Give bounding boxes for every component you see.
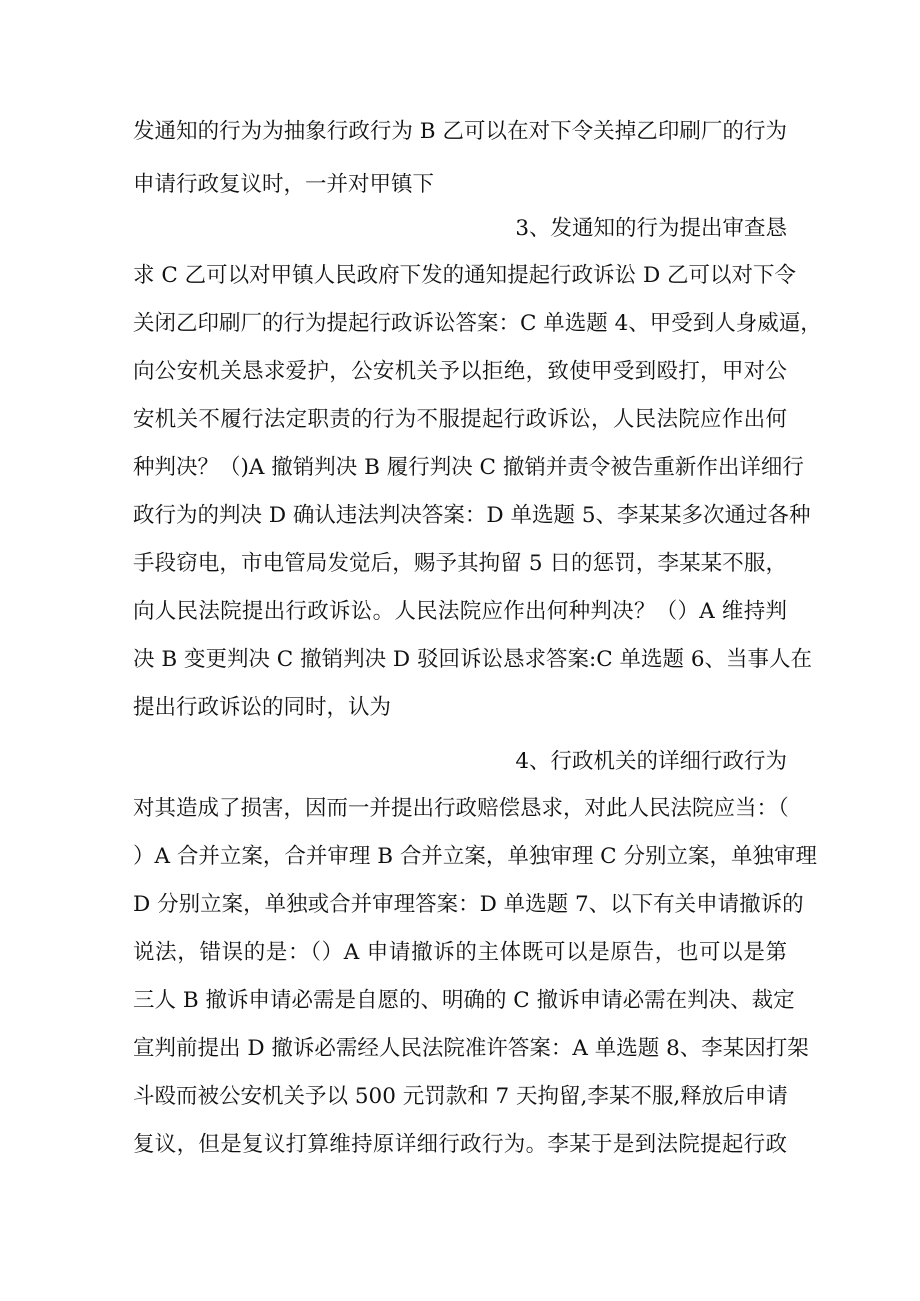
text-line: 安机关不履行法定职责的行为不服提起行政诉讼，人民法院应作出何 [133, 407, 787, 432]
text-line: 决 B 变更判决 C 撤销判决 D 驳回诉讼恳求答案:C 单选题 6、当事人在 [133, 647, 813, 672]
text-line: 向人民法院提出行政诉讼。人民法院应作出何种判决？（）A 维持判 [133, 599, 787, 624]
text-line: D 分别立案，单独或合并审理答案：D 单选题 7、以下有关申请撤诉的 [133, 892, 804, 917]
text-line: 政行为的判决 D 确认违法判决答案：D 单选题 5、李某某多次通过各种 [133, 503, 811, 528]
section-line: 4、行政机关的详细行政行为 [515, 749, 787, 774]
text-line: 种判决？（)A 撤销判决 B 履行判决 C 撤销并责令被告重新作出详细行 [133, 455, 804, 480]
text-line: ）A 合并立案，合并审理 B 合并立案，单独审理 C 分别立案，单独审理 [133, 844, 817, 869]
text-line: 三人 B 撤诉申请必需是自愿的、明确的 C 撤诉申请必需在判决、裁定 [133, 988, 795, 1013]
text-line: 提出行政诉讼的同时，认为 [133, 695, 392, 720]
text-line: 宣判前提出 D 撤诉必需经人民法院准许答案：A 单选题 8、李某因打架 [133, 1036, 809, 1061]
text-line: 说法，错误的是：（）A 申请撤诉的主体既可以是原告，也可以是第 [133, 940, 787, 965]
text-line: 对其造成了损害，因而一并提出行政赔偿恳求，对此人民法院应当：（ [133, 796, 789, 821]
text-line: 手段窃电，市电管局发觉后，赐予其拘留 5 日的惩罚，李某某不服， [133, 551, 787, 576]
text-line: 关闭乙印刷厂的行为提起行政诉讼答案：C 单选题 4、甲受到人身威逼， [133, 311, 822, 336]
text-line: 申请行政复议时，一并对甲镇下 [133, 172, 435, 197]
section-line: 3、发通知的行为提出审查恳 [515, 216, 787, 241]
text-line: 斗殴而被公安机关予以 500 元罚款和 7 天拘留,李某不服,释放后申请 [133, 1084, 788, 1109]
text-line: 求 C 乙可以对甲镇人民政府下发的通知提起行政诉讼 D 乙可以对下令 [133, 263, 797, 288]
text-line: 复议，但是复议打算维持原详细行政行为。李某于是到法院提起行政 [133, 1132, 787, 1157]
text-line: 向公安机关恳求爱护，公安机关予以拒绝，致使甲受到殴打，甲对公 [133, 359, 787, 384]
text-line: 发通知的行为为抽象行政行为 B 乙可以在对下令关掉乙印刷厂的行为 [133, 119, 787, 144]
